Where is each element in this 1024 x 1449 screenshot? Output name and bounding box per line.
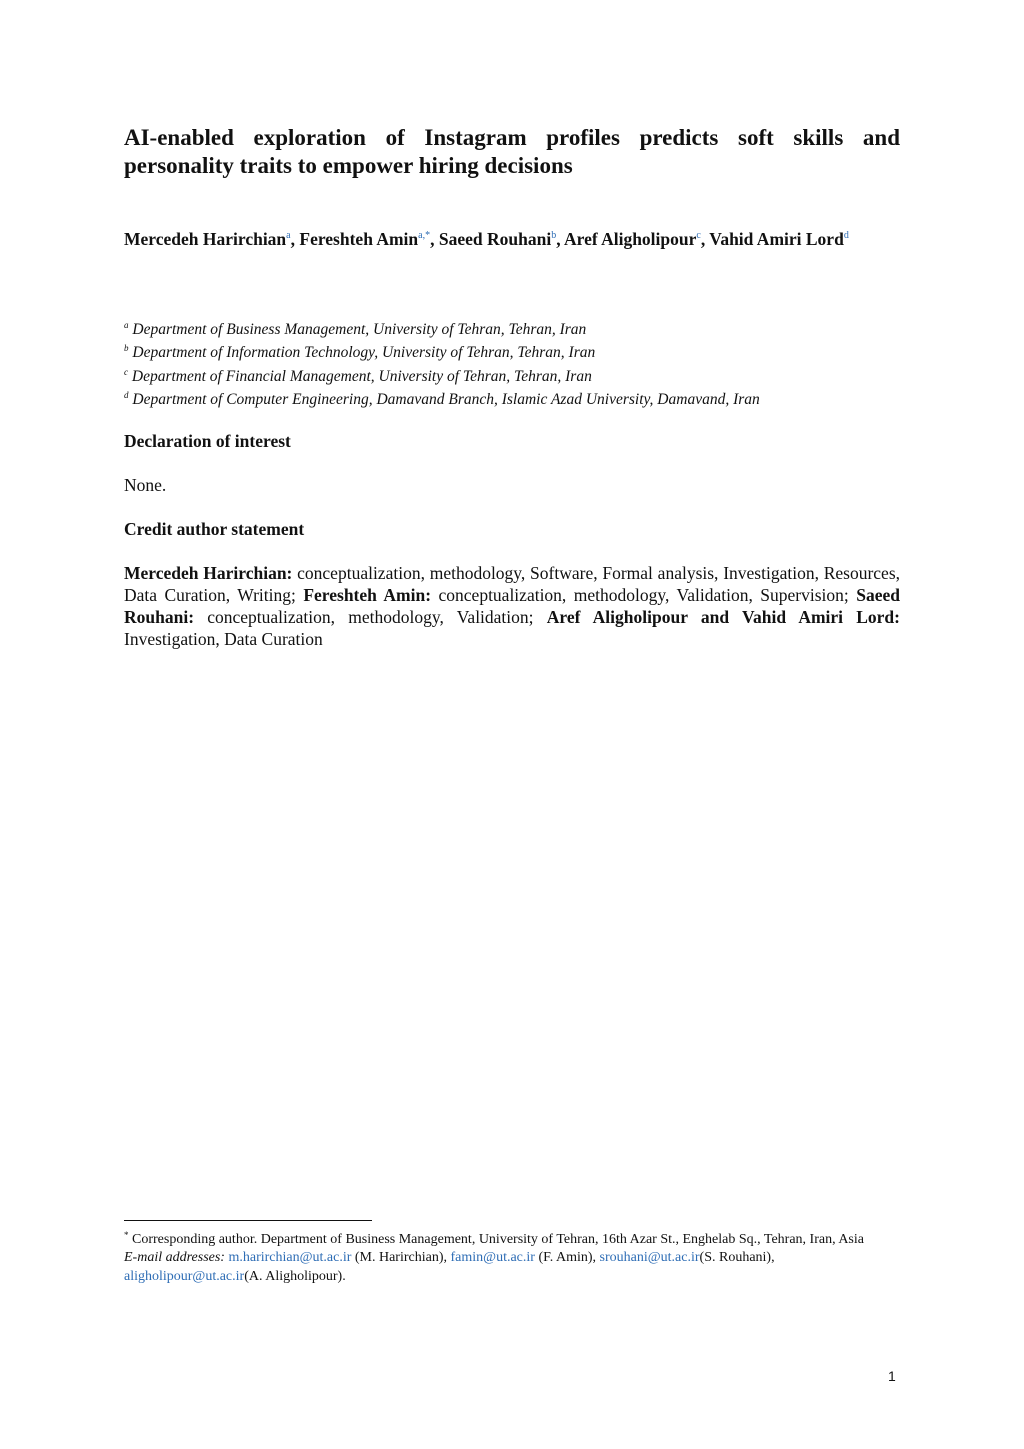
credit-author-roles: conceptualization, methodology, Validation, Supervision;: [431, 585, 857, 605]
affiliation-marker: a: [124, 320, 129, 330]
affiliation-marker: c: [124, 366, 128, 377]
author-name: Fereshteh Amin: [299, 229, 419, 249]
footnote: [124, 1231, 900, 1286]
paper-title: AI-enabled exploration of Instagram profiles predicts soft skills and personality traits to empower hiring decisions: [124, 125, 900, 178]
credit-author-name: Mercedeh Harirchian:: [124, 563, 293, 583]
email-label: E-mail addresses:: [124, 1250, 225, 1266]
email-link[interactable]: aligholipour@ut.ac.ir: [124, 1268, 245, 1284]
author-affiliation-marker[interactable]: d: [843, 230, 849, 241]
affiliation-text: Department of Business Management, University of Tehran, Tehran, Iran: [132, 321, 587, 338]
credit-author-roles: conceptualization, methodology, Validation;: [194, 607, 547, 627]
footnote-corresponding: [124, 1231, 900, 1249]
author-separator: ,: [700, 229, 710, 249]
paper-page: [124, 0, 900, 1449]
email-owner: (A. Aligholipour).: [244, 1268, 346, 1284]
credit-author-roles: conceptualization, methodology, Software, Formal analysis, Investigation, Resources, Data Curation, Writing;: [124, 563, 901, 605]
credit-heading: Credit author statement: [124, 519, 305, 539]
author-separator: ,: [290, 229, 300, 249]
author-name: Saeed Rouhani: [438, 229, 552, 249]
credit-statement: [124, 562, 900, 650]
email-owner: (F. Amin),: [534, 1250, 600, 1266]
affiliation-text: Department of Information Technology, University of Tehran, Tehran, Iran: [132, 344, 596, 362]
author-list: [124, 228, 900, 251]
credit-author-name: Aref Aligholipour and Vahid Amiri Lord:: [546, 607, 900, 627]
affiliation-item: [124, 365, 900, 388]
page-number: 1: [888, 1368, 896, 1384]
footnote-divider: [124, 1220, 372, 1221]
affiliation-list: [124, 318, 900, 411]
credit-author-name: Fereshteh Amin:: [303, 585, 432, 605]
affiliation-marker: d: [124, 389, 129, 400]
author-affiliation-marker[interactable]: a: [286, 230, 291, 241]
email-link[interactable]: srouhani@ut.ac.ir: [599, 1250, 700, 1266]
author-separator: ,: [556, 229, 564, 249]
author-name: Mercedeh Harirchian: [124, 229, 287, 249]
affiliation-text: Department of Computer Engineering, Damavand Branch, Islamic Azad University, Damavand, Iran: [132, 390, 760, 408]
author-separator: ,: [430, 229, 439, 249]
author-name: Aref Aligholipour: [563, 229, 697, 249]
author-affiliation-marker[interactable]: b: [551, 230, 557, 241]
credit-author-name: Saeed Rouhani:: [124, 585, 900, 627]
affiliation-item: [124, 341, 900, 364]
author-affiliation-marker[interactable]: c: [696, 230, 701, 241]
affiliation-text: Department of Financial Management, University of Tehran, Tehran, Iran: [131, 367, 592, 385]
credit-author-roles: Investigation, Data Curation: [124, 629, 323, 649]
email-link[interactable]: famin@ut.ac.ir: [450, 1250, 535, 1266]
corresponding-author-text: Corresponding author. Department of Business Management, University of Tehran, 16th Azar St., Enghelab Sq., Tehran, Iran, Asia: [128, 1232, 864, 1247]
email-owner: (S. Rouhani),: [699, 1250, 775, 1266]
declaration-body: None.: [124, 475, 167, 495]
footnote-emails: [124, 1249, 900, 1286]
author-affiliation-marker[interactable]: a,*: [418, 230, 431, 241]
footnote-marker: *: [124, 1230, 129, 1240]
affiliation-item: [124, 388, 900, 411]
email-link[interactable]: m.harirchian@ut.ac.ir: [228, 1250, 352, 1266]
declaration-heading: Declaration of interest: [124, 431, 291, 451]
affiliation-marker: b: [124, 343, 129, 354]
author-name: Vahid Amiri Lord: [709, 229, 844, 249]
affiliation-item: [124, 318, 900, 341]
email-owner: (M. Harirchian),: [351, 1250, 451, 1266]
